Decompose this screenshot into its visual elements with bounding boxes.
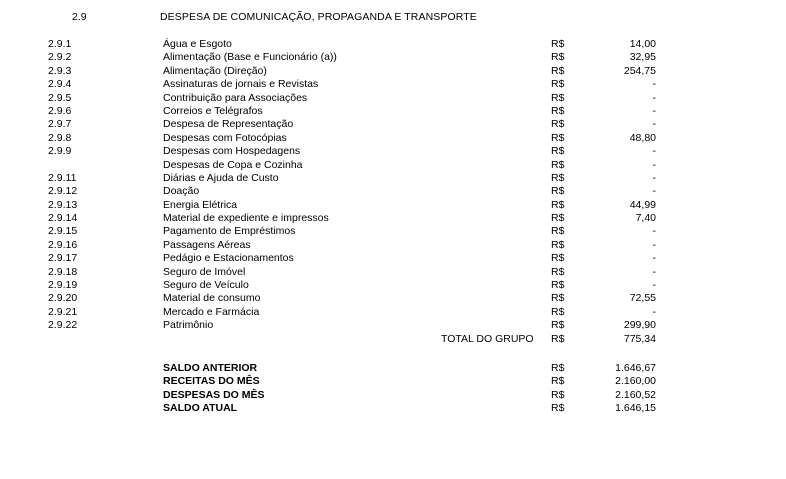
- row-currency: R$: [551, 145, 565, 158]
- summary-currency: R$: [551, 402, 565, 415]
- row-code: 2.9.11: [48, 171, 77, 184]
- table-row: [0, 252, 786, 265]
- total-currency: R$: [551, 332, 565, 345]
- row-description: Diárias e Ajuda de Custo: [163, 171, 279, 184]
- row-code: 2.9.16: [48, 238, 78, 251]
- row-currency: R$: [551, 225, 565, 238]
- table-row: [0, 132, 786, 145]
- balance-summary: [0, 362, 786, 416]
- row-description: Pagamento de Empréstimos: [163, 225, 296, 238]
- row-description: Seguro de Imóvel: [163, 265, 246, 278]
- row-description: Despesas com Fotocópias: [163, 131, 287, 144]
- row-value: -: [652, 118, 656, 131]
- table-row: [0, 199, 786, 212]
- row-description: Despesas de Copa e Cozinha: [163, 158, 303, 171]
- row-description: Doação: [163, 185, 200, 198]
- row-currency: R$: [551, 158, 565, 171]
- row-currency: R$: [551, 212, 565, 225]
- row-code: 2.9.7: [48, 118, 72, 131]
- table-row: [0, 92, 786, 105]
- row-currency: R$: [551, 118, 565, 131]
- row-code: 2.9.19: [48, 279, 78, 292]
- table-row: [0, 225, 786, 238]
- summary-row: [0, 402, 786, 415]
- summary-label: SALDO ATUAL: [163, 402, 238, 415]
- table-row: [0, 266, 786, 279]
- row-description: Alimentação (Direção): [163, 64, 267, 77]
- row-description: Material de expediente e impressos: [163, 212, 329, 225]
- row-value: -: [652, 171, 656, 184]
- row-currency: R$: [551, 319, 565, 332]
- table-row: [0, 38, 786, 51]
- row-code: 2.9.4: [48, 78, 72, 91]
- row-value: 254,75: [623, 64, 656, 77]
- row-currency: R$: [551, 292, 565, 305]
- table-row: [0, 319, 786, 332]
- row-currency: R$: [551, 171, 565, 184]
- row-currency: R$: [551, 104, 565, 117]
- row-currency: R$: [551, 305, 565, 318]
- summary-label: RECEITAS DO MÊS: [163, 375, 260, 388]
- table-row: [0, 118, 786, 131]
- row-value: -: [652, 185, 656, 198]
- row-currency: R$: [551, 64, 565, 77]
- row-value: 7,40: [635, 212, 656, 225]
- row-value: -: [652, 252, 656, 265]
- row-value: -: [652, 225, 656, 238]
- row-value: 299,90: [623, 319, 656, 332]
- row-currency: R$: [551, 51, 565, 64]
- section-title: DESPESA DE COMUNICAÇÃO, PROPAGANDA E TRANSPORTE: [160, 11, 477, 23]
- table-row: [0, 105, 786, 118]
- table-row: [0, 145, 786, 158]
- summary-row: [0, 362, 786, 375]
- row-description: Material de consumo: [163, 292, 261, 305]
- row-description: Pedágio e Estacionamentos: [163, 252, 294, 265]
- row-code: 2.9.22: [48, 319, 78, 332]
- row-value: -: [652, 145, 656, 158]
- summary-value: 2.160,52: [615, 388, 656, 401]
- table-row: [0, 172, 786, 185]
- row-code: 2.9.1: [48, 38, 72, 50]
- row-code: 2.9.13: [48, 198, 78, 211]
- row-currency: R$: [551, 265, 565, 278]
- row-currency: R$: [551, 91, 565, 104]
- table-row: [0, 306, 786, 319]
- row-currency: R$: [551, 131, 565, 144]
- row-currency: R$: [551, 78, 565, 91]
- summary-value: 1.646,15: [615, 402, 656, 415]
- row-value: 44,99: [629, 198, 656, 211]
- row-description: Despesas com Hospedagens: [163, 145, 301, 158]
- row-code: 2.9.12: [48, 185, 78, 198]
- section-code: 2.9: [72, 11, 87, 23]
- row-currency: R$: [551, 185, 565, 198]
- row-description: Patrimônio: [163, 319, 214, 332]
- total-row: [0, 333, 786, 346]
- table-row: [0, 159, 786, 172]
- row-value: -: [652, 279, 656, 292]
- row-code: 2.9.15: [48, 225, 78, 238]
- table-row: [0, 239, 786, 252]
- expense-list: [0, 38, 786, 346]
- summary-label: SALDO ANTERIOR: [163, 362, 258, 374]
- row-description: Despesa de Representação: [163, 118, 294, 131]
- table-row: [0, 279, 786, 292]
- summary-currency: R$: [551, 375, 565, 388]
- row-value: -: [652, 238, 656, 251]
- row-value: 14,00: [629, 38, 656, 50]
- row-description: Seguro de Veículo: [163, 279, 249, 292]
- row-value: 32,95: [629, 51, 656, 64]
- row-code: 2.9.17: [48, 252, 78, 265]
- row-currency: R$: [551, 279, 565, 292]
- row-currency: R$: [551, 238, 565, 251]
- total-value: 775,34: [623, 332, 656, 345]
- section-header: [0, 11, 786, 25]
- row-code: 2.9.18: [48, 265, 78, 278]
- row-description: Mercado e Farmácia: [163, 305, 260, 318]
- row-code: 2.9.3: [48, 64, 72, 77]
- summary-value: 1.646,67: [615, 362, 656, 374]
- row-code: 2.9.2: [48, 51, 72, 64]
- summary-label: DESPESAS DO MÊS: [163, 388, 265, 401]
- summary-currency: R$: [551, 388, 565, 401]
- row-description: Assinaturas de jornais e Revistas: [163, 78, 319, 91]
- row-description: Correios e Telégrafos: [163, 104, 263, 117]
- row-description: Energia Elétrica: [163, 198, 238, 211]
- row-value: 48,80: [629, 131, 656, 144]
- row-description: Alimentação (Base e Funcionário (a)): [163, 51, 337, 64]
- row-code: 2.9.8: [48, 131, 72, 144]
- row-code: 2.9.14: [48, 212, 78, 225]
- table-row: [0, 65, 786, 78]
- row-value: -: [652, 91, 656, 104]
- table-row: [0, 292, 786, 305]
- row-code: 2.9.9: [48, 145, 72, 158]
- table-row: [0, 78, 786, 91]
- row-value: -: [652, 104, 656, 117]
- row-value: -: [652, 78, 656, 91]
- table-row: [0, 185, 786, 198]
- row-value: -: [652, 305, 656, 318]
- row-currency: R$: [551, 38, 565, 50]
- row-value: -: [652, 158, 656, 171]
- row-description: Contribuição para Associações: [163, 91, 308, 104]
- row-value: 72,55: [629, 292, 656, 305]
- table-row: [0, 51, 786, 64]
- row-code: 2.9.5: [48, 91, 72, 104]
- summary-row: [0, 375, 786, 388]
- row-value: -: [652, 265, 656, 278]
- row-code: 2.9.20: [48, 292, 78, 305]
- row-code: 2.9.21: [48, 305, 78, 318]
- summary-row: [0, 389, 786, 402]
- row-currency: R$: [551, 198, 565, 211]
- summary-currency: R$: [551, 362, 565, 374]
- row-description: Passagens Aéreas: [163, 238, 251, 251]
- row-currency: R$: [551, 252, 565, 265]
- total-label: TOTAL DO GRUPO: [441, 332, 534, 345]
- row-code: 2.9.6: [48, 104, 72, 117]
- row-description: Água e Esgoto: [163, 38, 232, 50]
- table-row: [0, 212, 786, 225]
- summary-value: 2.160,00: [615, 375, 656, 388]
